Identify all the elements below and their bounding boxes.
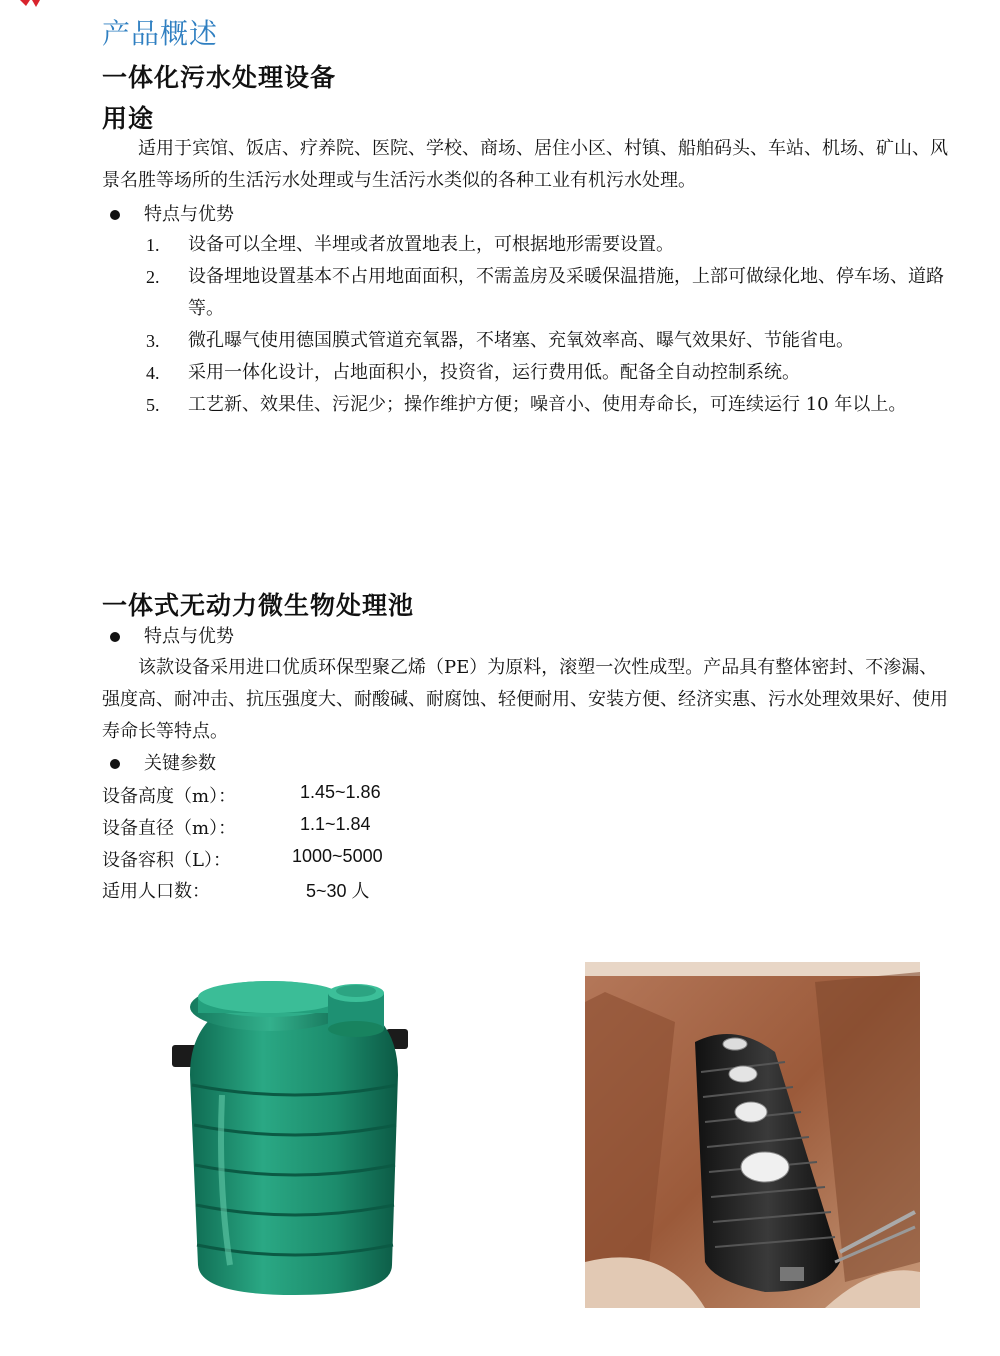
features-heading-1	[102, 200, 234, 226]
usage-text: 适用于宾馆、饭店、疗养院、医院、学校、商场、居住小区、村镇、船舶码头、车站、机场、矿山、风景名胜等场所的生活污水处理或与生活污水类似的各种工业有机污水处理。	[102, 138, 948, 191]
list-item: 1. 设备可以全埋、半埋或者放置地表上，可根据地形需要设置。	[146, 234, 674, 255]
bullet-icon	[110, 632, 120, 642]
param-value: 1000~5000	[292, 846, 383, 866]
product1-title: 一体化污水处理设备	[102, 63, 337, 92]
param-label: 设备容积（L）：	[102, 850, 231, 871]
param-row	[102, 782, 502, 814]
list-item: 5. 工艺新、效果佳、污泥少；操作维护方便；噪音小、使用寿命长，可连续运行 10 年以上。	[146, 394, 907, 415]
bullet-icon	[110, 759, 120, 769]
product2-title: 一体式无动力微生物处理池	[102, 591, 415, 620]
param-value: 5~30 人	[306, 881, 370, 901]
features-heading-label: 特点与优势	[144, 204, 234, 225]
section-label: 产品概述	[102, 17, 219, 50]
param-label: 设备直径（m）：	[102, 818, 237, 839]
features-heading-label: 特点与优势	[144, 626, 234, 647]
logo-fragment	[0, 0, 46, 8]
param-label: 适用人口数：	[102, 881, 210, 902]
buried-tank-photo	[585, 962, 920, 1308]
list-item: 3. 微孔曝气使用德国膜式管道充氧器，不堵塞、充氧效率高、曝气效果好、节能省电。	[146, 330, 854, 351]
product2-description: 该款设备采用进口优质环保型聚乙烯（PE）为原料，滚塑一次性成型。产品具有整体密封、不渗漏、强度高、耐冲击、抗压强度大、耐酸碱、耐腐蚀、轻便耐用、安装方便、经济实惠、污水处理效果好、使用寿命长等特点。	[102, 657, 948, 742]
params-heading	[102, 749, 216, 775]
param-row	[102, 814, 502, 846]
usage-heading: 用途	[102, 104, 155, 133]
param-value: 1.1~1.84	[300, 814, 371, 834]
param-row	[102, 877, 502, 909]
params-heading-label: 关键参数	[144, 753, 216, 774]
param-row	[102, 846, 502, 878]
param-label: 设备高度（m）：	[102, 786, 237, 807]
param-value: 1.45~1.86	[300, 782, 381, 802]
bullet-icon	[110, 210, 120, 220]
features-list	[146, 229, 952, 421]
green-tank-image	[160, 965, 420, 1305]
list-item: 2. 设备埋地设置基本不占用地面面积，不需盖房及采暖保温措施，上部可做绿化地、停车场、道路等。	[146, 266, 944, 319]
features-heading-2	[102, 622, 234, 648]
list-item: 4. 采用一体化设计，占地面积小，投资省，运行费用低。配备全自动控制系统。	[146, 362, 800, 383]
